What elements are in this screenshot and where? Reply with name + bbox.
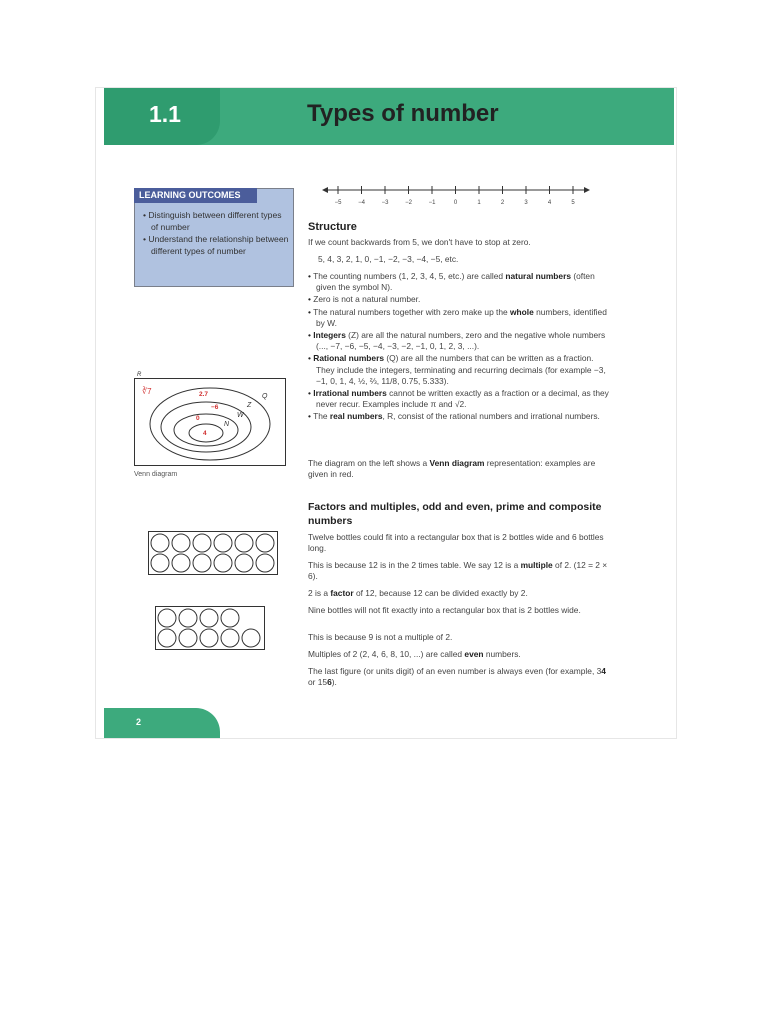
venn-example-2-7: 2.7 [199,391,209,398]
section-number: 1.1 [149,101,181,127]
number-line-tick-label: −1 [428,200,436,206]
number-line-tick-label: 0 [453,200,458,206]
bottle-circle [235,534,253,552]
factors-p5: This is because 9 is not a multiple of 2. [308,632,453,642]
bottle-circle [242,629,260,647]
venn-label-w: W [237,412,244,419]
bullet-real: • The real numbers, R, consist of the rational numbers and irrational numbers. [308,411,614,422]
learning-outcome-item: • Understand the relationship between different types of number [143,234,289,257]
bullet-zero: • Zero is not a natural number. [308,294,614,305]
page-title: Types of number [307,100,499,127]
learning-outcomes-heading: LEARNING OUTCOMES [134,188,257,203]
bottle-circle [193,554,211,572]
factors-p7: The last figure (or units digit) of an even number is always even (for example, 34 or 156). [308,666,606,688]
bullet-whole: • The natural numbers together with zero make up the whole numbers, identified by W. [308,307,614,329]
factors-p3: 2 is a factor of 12, because 12 can be divided exactly by 2. [308,588,528,598]
bottle-circle [221,609,239,627]
bottle-circle [179,629,197,647]
bottle-circle [158,629,176,647]
learning-outcomes-box [134,188,294,287]
number-line-tick-label: −2 [405,200,412,206]
number-line-tick-label: 2 [500,200,505,206]
number-line-tick-label: 1 [477,200,481,206]
venn-diagram [134,372,286,466]
counting-sequence: 5, 4, 3, 2, 1, 0, −1, −2, −3, −4, −5, etc. [318,254,459,264]
section-number-tab [104,88,220,145]
twelve-bottles-box [148,531,278,575]
venn-note: The diagram on the left shows a Venn diagram representation: examples are given in red. [308,458,596,480]
number-types-list [308,271,614,424]
factors-p1: Twelve bottles could fit into a rectangular box that is 2 bottles wide and 6 bottles long. [308,532,604,554]
bottle-circle [256,534,274,552]
bottle-circle [172,534,190,552]
nine-bottles-box [155,606,265,650]
page-number-tab [104,708,220,738]
bottle-circle [200,609,218,627]
venn-label-q: Q [262,393,268,400]
bullet-irrational: • Irrational numbers cannot be written exactly as a fraction or a decimal, as they never recur. Examples include π and √2. [308,388,614,410]
factors-heading: Factors and multiples, odd and even, prime and composite numbers [308,501,602,527]
venn-caption: Venn diagram [134,471,178,478]
factors-p2: This is because 12 is in the 2 times table. We say 12 is a multiple of 2. (12 = 2 × 6). [308,560,608,582]
number-line-tick-label: −4 [358,200,365,206]
venn-label-n: N [224,421,230,428]
bottle-circle [158,609,176,627]
bullet-natural: • The counting numbers (1, 2, 3, 4, 5, etc.) are called natural numbers (often given the symbol N). [308,271,614,293]
bullet-integers: • Integers (Z) are all the natural numbers, zero and the negative whole numbers (..., −7, −6, −5, −4, −3, −2, −1, 0, 1, 2, 3, ...). [308,330,614,352]
bullet-rational: • Rational numbers (Q) are all the numbers that can be written as a fraction. They include the integers, terminating and recurring decimals (for example −3, −1, 0, 1, 4, ½, ⅔, 11/8, 0.75, 5.333). [308,353,614,387]
textbook-page [96,88,676,738]
learning-outcome-item: • Distinguish between different types of number [143,210,289,233]
venn-example-cbrt7: ∛7 [142,387,152,396]
number-line-tick-label: 5 [571,200,575,206]
number-line-tick-label: −3 [381,200,389,206]
learning-outcomes-list [143,210,289,258]
bottle-circle [172,554,190,572]
number-line-tick-label: 3 [524,200,528,206]
bottle-circle [256,554,274,572]
factors-p4: Nine bottles will not fit exactly into a rectangular box that is 2 bottles wide. [308,605,581,615]
structure-heading: Structure [308,221,357,233]
bottle-circle [214,554,232,572]
bottle-circle [235,554,253,572]
bottle-circle [221,629,239,647]
bottle-circle [151,534,169,552]
number-line-tick-label: 4 [547,200,552,206]
bottle-circle [193,534,211,552]
factors-p6: Multiples of 2 (2, 4, 6, 8, 10, ...) are called even numbers. [308,649,521,659]
bottle-circle [200,629,218,647]
bottle-circle [179,609,197,627]
venn-example-neg6: −6 [211,404,219,411]
venn-label-z: Z [247,402,252,409]
number-line-tick-label: −5 [334,200,342,206]
number-line [322,184,590,206]
page-number: 2 [136,717,142,727]
venn-example-4: 4 [203,430,207,437]
bottle-circle [151,554,169,572]
bottle-circle [214,534,232,552]
structure-intro: If we count backwards from 5, we don't have to stop at zero. [308,237,531,247]
venn-example-0: 0 [196,415,200,422]
venn-label-r: R [137,372,142,378]
